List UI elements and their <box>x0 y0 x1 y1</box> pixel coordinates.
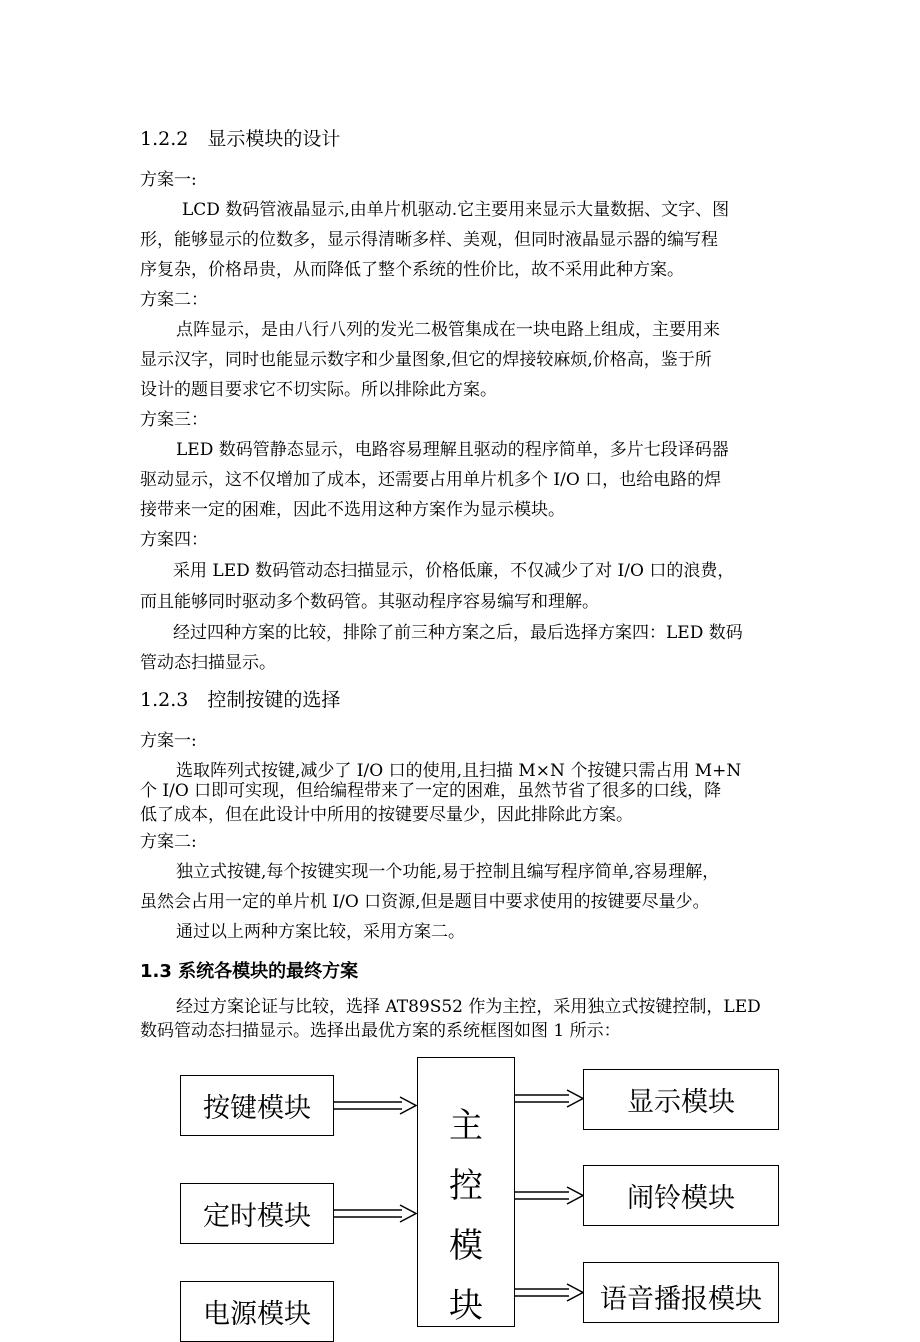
alarm-module-label: 闹铃模块 <box>627 1183 735 1214</box>
main-char: 块 <box>449 1286 483 1326</box>
paragraph-line: 显示汉字，同时也能显示数字和少量图象,但它的焊接较麻烦,价格高，鉴于所 <box>140 350 712 370</box>
paragraph-line: 设计的题目要求它不切实际。所以排除此方案。 <box>140 380 497 400</box>
paragraph-line: 经过方案论证与比较，选择 AT89S52 作为主控，采用独立式按键控制，LED <box>176 997 761 1017</box>
paragraph-line: 驱动显示，这不仅增加了成本，还需要占用单片机多个 I/O 口，也给电路的焊 <box>140 470 722 490</box>
heading-1-2-2: 1.2.2 显示模块的设计 <box>140 128 341 150</box>
paragraph-line: 采用 LED 数码管动态扫描显示，价格低廉，不仅减少了对 I/O 口的浪费， <box>173 561 735 581</box>
key-module-box <box>180 1075 334 1136</box>
paragraph-line: LED 数码管静态显示，电路容易理解且驱动的程序简单，多片七段译码器 <box>176 440 729 460</box>
paragraph-line: 虽然会占用一定的单片机 I/O 口资源,但是题目中要求使用的按键要尽量少。 <box>140 892 710 912</box>
paragraph-line: 接带来一定的困难，因此不选用这种方案作为显示模块。 <box>140 500 565 520</box>
scheme-label: 方案一: <box>140 731 197 751</box>
paragraph-line: 经过四种方案的比较，排除了前三种方案之后，最后选择方案四：LED 数码 <box>173 623 743 643</box>
alarm-module-box <box>583 1165 779 1226</box>
paragraph-line: 通过以上两种方案比较，采用方案二。 <box>176 922 465 942</box>
paragraph-line: LCD 数码管液晶显示,由单片机驱动.它主要用来显示大量数据、文字、图 <box>182 200 730 220</box>
main-char: 模 <box>449 1226 483 1266</box>
voice-module-label: 语音播报模块 <box>600 1284 762 1315</box>
voice-module-box <box>583 1262 779 1323</box>
display-module-box <box>583 1069 779 1130</box>
paragraph-line: 形，能够显示的位数多，显示得清晰多样、美观，但同时液晶显示器的编写程 <box>140 230 718 250</box>
scheme-label: 方案一: <box>140 170 197 190</box>
paragraph-line: 而且能够同时驱动多个数码管。其驱动程序容易编写和理解。 <box>140 592 599 612</box>
scheme-label: 方案二: <box>140 832 197 852</box>
paragraph-line: 数码管动态扫描显示。选择出最优方案的系统框图如图 1 所示： <box>140 1021 621 1041</box>
power-module-label: 电源模块 <box>203 1299 311 1330</box>
heading-1-2-3: 1.2.3 控制按键的选择 <box>140 689 341 711</box>
paragraph-line: 点阵显示，是由八行八列的发光二极管集成在一块电路上组成，主要用来 <box>176 320 720 340</box>
timer-module-box <box>180 1183 334 1244</box>
paragraph-line: 序复杂，价格昂贵，从而降低了整个系统的性价比，故不采用此种方案。 <box>140 260 684 280</box>
scheme-label: 方案二： <box>140 290 208 310</box>
paragraph-line: 管动态扫描显示。 <box>140 653 276 673</box>
paragraph-line: 个 I/O 口即可实现，但给编程带来了一定的困难，虽然节省了很多的口线，降 <box>140 781 722 801</box>
paragraph-line: 选取阵列式按键,减少了 I/O 口的使用,且扫描 M×N 个按键只需占用 M+N <box>176 761 742 781</box>
main-control-box <box>417 1057 515 1327</box>
key-module-label: 按键模块 <box>203 1093 311 1124</box>
display-module-label: 显示模块 <box>627 1087 735 1118</box>
paragraph-line: 低了成本，但在此设计中所用的按键要尽量少，因此排除此方案。 <box>140 805 633 825</box>
paragraph-line: 独立式按键,每个按键实现一个功能,易于控制且编写程序简单,容易理解， <box>176 862 720 882</box>
main-char: 控 <box>449 1166 483 1206</box>
scheme-label: 方案四： <box>140 530 208 550</box>
heading-1-3: 1.3 系统各模块的最终方案 <box>140 961 359 982</box>
power-module-box <box>180 1281 334 1342</box>
scheme-label: 方案三： <box>140 410 208 430</box>
timer-module-label: 定时模块 <box>203 1201 311 1232</box>
main-char: 主 <box>449 1106 483 1146</box>
